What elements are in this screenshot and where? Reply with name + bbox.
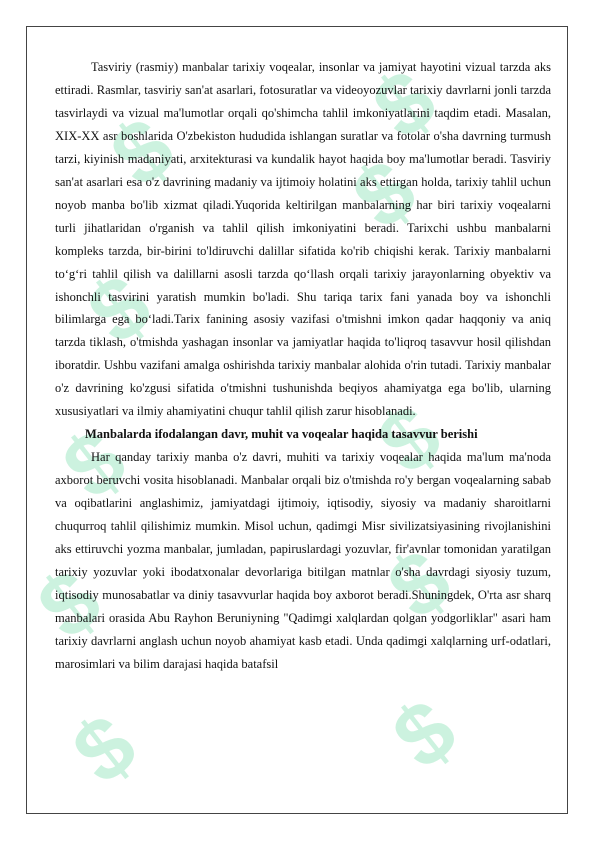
paragraph-era-environment: Har qanday tarixiy manba o'z davri, muhiti va tarixiy voqealar haqida ma'lum ma'noda axborot beruvchi vosita hisoblanadi. Manbalar orqali biz o'tmishda ro'y bergan voqealarning sabab va oqibatlarini anglashimiz, jamiyatdagi ijtimoiy, iqtisodiy, siyosiy va madaniy sharoitlarni chuqurroq tahlil qilishimiz mumkin. Misol uchun, qadimgi Misr sivilizatsiyasining rivojlanishini aks ettiruvchi yozma manbalar, jumladan, papiruslardagi yozuvlar, fir'avnlar tomonidan yaratilgan tarixiy yozuvlar yoki ibodatxonalar devorlariga bitilgan matnlar o'sha davrdagi siyosiy tuzum, iqtisodiy munosabatlar va diniy tasavvurlar haqida boy axborot beradi.Shuningdek, O'rta asr sharq manbalari orasida Abu Rayhon Beruniyning "Qadimgi xalqlardan qolgan yodgorliklar" asari ham tarixiy davrlarni anglash uchun noyob ahamiyat kasb etadi. Unda qadimgi xalqlarning urf-odatlari, marosimlari va bilim darajasi haqida batafsil — [55, 450, 551, 671]
watermark-icon: $ — [354, 49, 454, 158]
watermark-icon: $ — [92, 97, 192, 206]
watermark-icon: $ — [44, 409, 144, 518]
watermark-icon: $ — [374, 679, 474, 788]
watermark-icon: $ — [359, 384, 459, 493]
document-body — [55, 49, 551, 676]
paragraph-visual-sources: Tasviriy (rasmiy) manbalar tarixiy voqealar, insonlar va jamiyat hayotini vizual tarzda aks ettiradi. Rasmlar, tasviriy san'at asarlari, fotosuratlar va videoyozuvlar tarixiy davrlarni jonli tarzda tasvirlaydi va vizual ma'lumotlar orqali qo'shimcha tahlil imkoniyatlarini taqdim etadi. Masalan, XIX-XX asr boshlarida O'zbekiston hududida ishlangan suratlar va fotolar o'sha davrning turmush tarzi, kiyinish madaniyati, arxitekturasi va kundalik hayot haqida boy ma'lumotlar beradi. Tasviriy san'at asarlari esa o'z davrining madaniy va ijtimoiy holatini aks ettirgan holda, tarixiy tahlil uchun noyob manba bo'lib xizmat qiladi.Yuqorida keltirilgan manbalarning har biri tarixiy voqealarni turli jihatlaridan o'rganish va tahlil qilish imkoniyatini beradi. Tarixchi ushbu manbalarni kompleks tarzda, bir-birini to'ldiruvchi dalillar sifatida ko'rib chiqishi kerak. Tarixiy manbalarni to‘g‘ri tahlil qilish va dalillarni asosli tarzda qo‘llash orqali tarixiy jarayonlarning obyektiv va ishonchli tasvirini yaratish mumkin bo'ladi. Shu tariqa tarix fani yanada boy va ishonchli bilimlarga ega bo‘ladi.Tarix fanining asosiy vazifasi o'tmishni imkon qadar haqqoniy va aniq tarzda tiklash, o'tmishda yashagan insonlar va jamiyatlar haqida to'liqroq tasavvur hosil qilishdan iboratdir. Ushbu vazifani amalga oshirishda tarixiy manbalar alohida o'rin tutadi. Tarixiy manbalar o'z davrining ko'zgusi sifatida o'tmishni tushunishda beqiyos ahamiyatga ega bo'lib, ularning xususiyatlari va ilmiy ahamiyatini chuqur tahlil qilish zarur hisoblanadi. — [55, 60, 551, 419]
watermark-icon: $ — [369, 529, 469, 638]
watermark-icon: $ — [69, 254, 169, 363]
watermark-icon: $ — [334, 139, 434, 248]
watermark-icon: $ — [54, 694, 154, 803]
section-heading: Manbalarda ifodalangan davr, muhit va voqealar haqida tasavvur berishi — [85, 427, 478, 442]
watermark-icon: $ — [19, 549, 119, 658]
